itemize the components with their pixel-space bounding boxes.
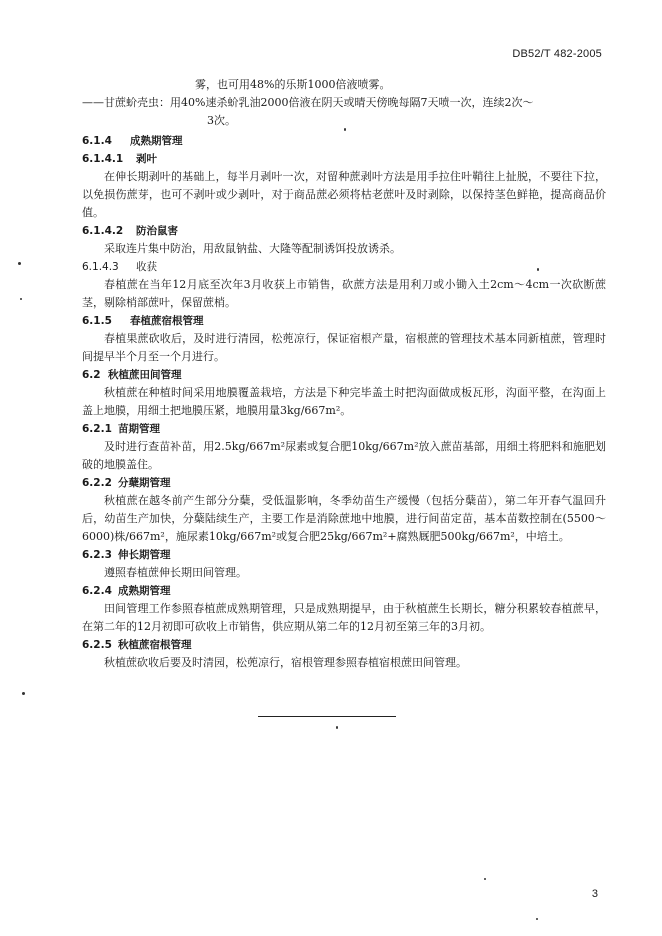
section-title: 苗期管理 [118,423,160,435]
scan-speck [484,878,486,880]
section-number: 6.1.4 [82,135,112,147]
standard-code: DB52/T 482-2005 [512,48,602,60]
paragraph: 采取连片集中防治，用敌鼠钠盐、大隆等配制诱饵投放诱杀。 [104,242,401,255]
section-title: 秋植蔗田间管理 [108,369,182,381]
paragraph: 在伸长期剥叶的基础上，每半月剥叶一次，对留种蔗剥叶方法是用手拉住叶鞘往上扯脱，不要往下拉，以免损伤蔗芽，也可不剥叶或少剥叶，对于商品蔗必须将枯老蔗叶及时剥除，以保持茎色鲜艳，提高商品价值。 [82,170,606,219]
section-heading [82,546,606,564]
section-number: 6.2.4 [82,585,112,597]
section-heading [82,222,606,240]
section-heading [82,132,606,150]
section-number: 6.1.4.3 [82,261,119,273]
end-rule [258,716,396,717]
section-title: 春植蔗宿根管理 [130,315,204,327]
scan-speck [537,268,539,271]
paragraph: 秋植蔗砍收后要及时清园，松蔸凉行，宿根管理参照春植宿根蔗田间管理。 [104,656,467,669]
section-number: 6.1.4.1 [82,153,124,165]
section-heading [82,366,606,384]
section-number: 6.2.3 [82,549,112,561]
paragraph: 秋植蔗在越冬前产生部分分蘖，受低温影响，冬季幼苗生产缓慢（包括分蘖苗），第二年开春气温回升后，幼苗生产加快，分蘖陆续生产，主要工作是消除蔗地中地膜，进行间苗定苗，基本苗数控制在(5500～6000)株/667m²，施尿素10kg/667m²或复合肥25kg/667m²+腐熟厩肥500kg/667m²，中培土。 [82,494,606,543]
section-number: 6.1.5 [82,315,112,327]
section-title: 分蘖期管理 [118,477,171,489]
section-title: 秋植蔗宿根管理 [118,639,192,651]
section-title: 成熟期管理 [118,585,171,597]
section-title: 成熟期管理 [130,135,183,147]
paragraph: 遵照春植蔗伸长期田间管理。 [104,566,247,579]
scan-speck [18,262,21,265]
page-content [82,76,606,672]
section-number: 6.2.2 [82,477,112,489]
paragraph: 及时进行查苗补苗，用2.5kg/667m²尿素或复合肥10kg/667m²放入蔗苗基部，用细土将肥料和施肥划破的地膜盖住。 [82,440,606,471]
section-heading [82,636,606,654]
section-heading [82,474,606,492]
paragraph: 秋植蔗在种植时间采用地膜覆盖栽培，方法是下种完毕盖土时把沟面做成板瓦形，沟面平整，在沟面上盖上地膜，用细土把地膜压紧，地膜用量3kg/667m²。 [82,386,606,417]
section-heading [82,420,606,438]
section-title: 收获 [136,261,157,273]
paragraph: 春植果蔗砍收后，及时进行清园，松蔸凉行，保证宿根产量，宿根蔗的管理技术基本同新植蔗，管理时间提早半个月至一个月进行。 [82,332,606,363]
scan-speck [536,918,538,920]
paragraph: 田间管理工作参照春植蔗成熟期管理，只是成熟期提早，由于秋植蔗生长期长，糖分积累较春植蔗早，在第二年的12月初即可砍收上市销售，供应期从第二年的12月初至第三年的3月初。 [82,602,606,633]
page-number: 3 [591,888,598,900]
section-number: 6.2 [82,369,101,381]
pest-item-continuation: 3次。 [207,114,236,127]
section-number: 6.2.5 [82,639,112,651]
section-heading [82,258,606,276]
pest-item-scale-insect: ——甘蔗蚧壳虫：用40%速杀蚧乳油2000倍液在阴天或晴天傍晚每隔7天喷一次，连续2次～ [82,96,534,109]
section-number: 6.1.4.2 [82,225,124,237]
scan-speck [336,726,338,729]
section-heading [82,150,606,168]
section-title: 伸长期管理 [118,549,171,561]
scan-speck [344,128,346,131]
scan-speck [22,692,25,695]
section-number: 6.2.1 [82,423,112,435]
paragraph: 春植蔗在当年12月底至次年3月收获上市销售，砍蔗方法是用利刀或小锄入土2cm～4cm一次砍断蔗茎，剔除梢部蔗叶，保留蔗梢。 [82,278,606,309]
section-title: 剥叶 [136,153,157,165]
paragraph-continuation: 雾，也可用48%的乐斯1000倍液喷雾。 [195,78,391,91]
scan-speck [20,298,22,300]
section-title: 防治鼠害 [136,225,178,237]
section-heading [82,582,606,600]
section-heading [82,312,606,330]
